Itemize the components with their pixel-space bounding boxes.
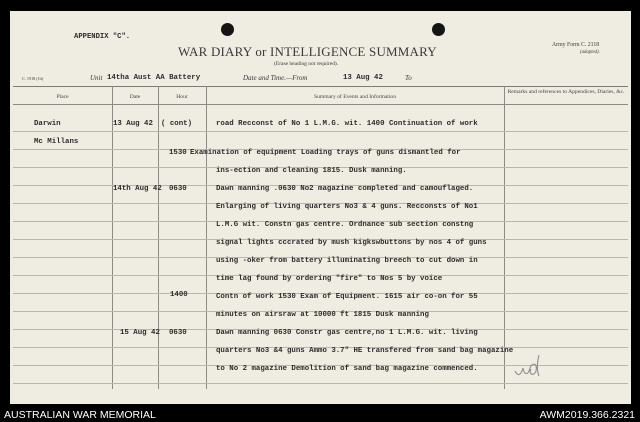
entry-hour: 0630: [169, 329, 187, 337]
date-to-label: To: [405, 74, 412, 82]
page-subtitle: (Erase heading not required).: [274, 61, 339, 67]
entry-hour: 1400: [170, 291, 188, 299]
form-note: (adapted).: [580, 50, 600, 55]
footer-accession-number: AWM2019.366.2321: [539, 409, 635, 421]
entry-text: using -oker from battery illuminating breech to cut down in: [216, 257, 478, 265]
form-number: Army Form C. 2118: [552, 42, 600, 48]
entry-text: ins-ection and cleaning 1815. Dusk manning.: [216, 167, 407, 175]
row-rule: [13, 383, 628, 384]
entry-text: road Recconst of No 1 L.M.G. wit. 1400 Continuation of work: [216, 120, 478, 128]
entry-hour: 1530: [169, 149, 187, 157]
entry-hour: 0630: [169, 185, 187, 193]
row-rule: [13, 131, 628, 132]
punch-hole-left: [221, 23, 234, 36]
entry-date: 14th Aug 42: [113, 185, 162, 193]
table-top-rule: [13, 86, 628, 87]
entry-place: Darwin: [34, 120, 61, 128]
col-header-hour: Hour: [176, 94, 188, 100]
col-header-place: Place: [56, 94, 69, 100]
entry-text: minutes on airsraw at 10000 ft 1815 Dusk manning: [216, 311, 429, 319]
col-header-date: Date: [129, 94, 141, 100]
entry-text: to No 2 magazine Demolition of sand bag magazine commenced.: [216, 365, 478, 373]
signature-initials: [512, 351, 548, 379]
entry-text: Examination of equipment Loading trays of guns dismantled for: [190, 149, 461, 157]
appendix-label: APPENDIX "C".: [74, 33, 131, 41]
entry-date: 15 Aug 42: [120, 329, 160, 337]
entry-text: quarters No3 &4 guns Ammo 3.7" HE transfered from sand bag magazine: [216, 347, 514, 355]
col-header-summary: Summary of Events and Information: [313, 94, 397, 100]
header-rule: [13, 104, 628, 105]
page-title: WAR DIARY or INTELLIGENCE SUMMARY: [178, 44, 437, 59]
unit-label: Unit: [90, 74, 103, 82]
entry-text: Dawn manning 0630 Constr gas centre,no 1 L.M.G. wit. living: [216, 329, 478, 337]
entry-text: time lag found by ordering "fire" to Nos 5 by voice: [216, 275, 443, 283]
form-code: C. 1918 (Gt): [22, 76, 44, 81]
entry-text: Contn of work 1530 Exam of Equipment. 1615 air co-on for 55: [216, 293, 478, 301]
date-label: Date and Time.—From: [243, 74, 308, 82]
entry-date: 13 Aug 42: [113, 120, 153, 128]
entry-text: Enlarging of living quarters No3 & 4 guns. Recconsts of No1: [216, 203, 478, 211]
entry-hour: ( cont): [161, 120, 193, 128]
footer-institution: AUSTRALIAN WAR MEMORIAL: [4, 409, 156, 421]
entry-text: L.M.G wit. Constn gas centre. Ordnance sub section constng: [216, 221, 474, 229]
col-header-remarks: Remarks and references to Appendices, Diaries, &c.: [507, 89, 625, 95]
entry-text: Dawn manning .0630 No2 magazine completed and camouflaged.: [216, 185, 474, 193]
entry-place: Mc Millans: [34, 138, 79, 146]
punch-hole-right: [432, 23, 445, 36]
entry-text: signal lights cccrated by mush kigkswbuttons by nos 4 of guns: [216, 239, 487, 247]
diary-page: [10, 11, 631, 404]
unit-value: 14tha Aust AA Battery: [107, 74, 201, 82]
date-from: 13 Aug 42: [343, 74, 383, 82]
